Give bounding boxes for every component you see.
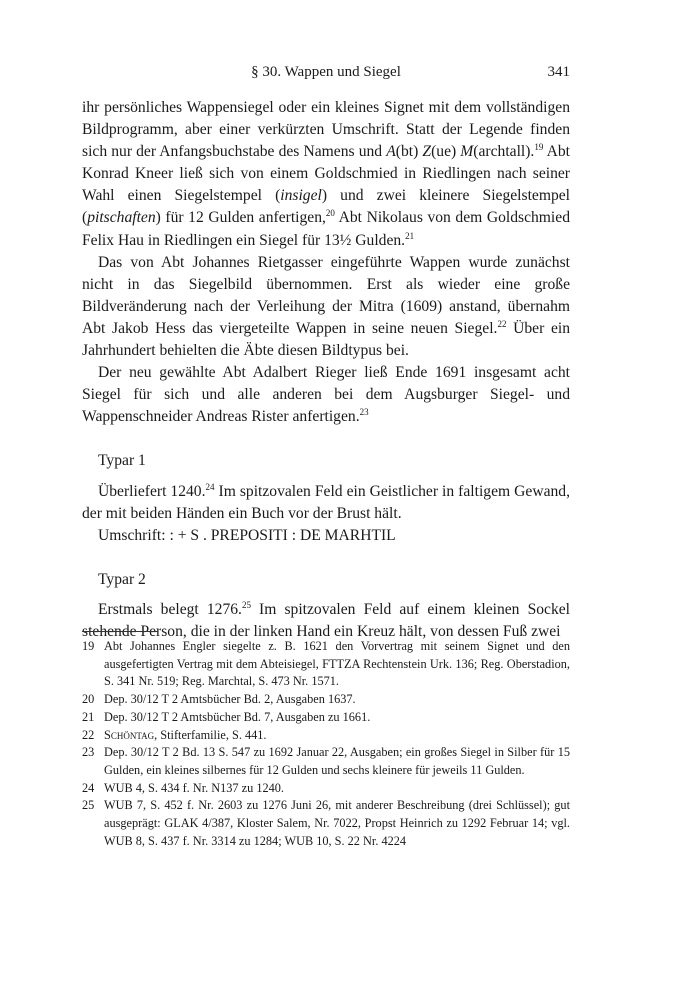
typar-1-inscription: Umschrift: : + S . PREPOSITI : DE MARHTIL [98,526,396,544]
footnote-number: 20 [82,692,95,707]
text-run: Überliefert 1240. [98,482,206,500]
text-run: Das von Abt Johannes Rietgasser eingeführte Wappen wurde zunächst nicht in das Siegelbild übernommen. Erst als wieder eine große Bildveränderung nach der Verleihung der Mitra (1609) anstand, übernahm Abt Jakob Hess das viergeteilte Wappen in seine neuen Siegel. [82,253,570,337]
text-run: Im spitzovalen Feld auf einem kleinen Sockel stehende Person, die in der linken Hand ein Kreuz hält, von dessen Fuß zwei [82,600,571,640]
text-run: Abt Konrad Kneer ließ sich von einem Goldschmied in Riedlingen nach seiner Wahl einen Siegelstempel ( [82,143,570,205]
text-run: Über ein Jahrhundert behielten die Äbte diesen Bildtypus bei. [82,319,570,360]
paragraph-2 [82,252,570,362]
footnote-21 [82,709,570,727]
author-name: Schöntag [104,727,155,742]
footnote-ref-24[interactable]: 24 [205,481,215,492]
footnote-ref-22[interactable]: 22 [497,318,507,329]
text-run: (archtall). [473,143,535,161]
text-run: Abt Nikolaus von dem Goldschmied Felix Hau in Riedlingen ein Siegel für 13½ Gulden. [82,209,570,249]
footnote-23 [82,744,570,779]
abbrev-m: M [460,143,474,161]
footnote-text: WUB 4, S. 434 f. Nr. N137 zu 1240. [104,780,285,795]
typar-1-heading: Typar 1 [98,452,146,470]
footnote-divider [82,631,158,632]
footnote-25 [82,797,570,850]
footnote-22 [82,727,570,745]
footnotes [82,638,570,850]
footnote-text: Dep. 30/12 T 2 Amtsbücher Bd. 2, Ausgaben 1637. [104,692,356,707]
running-header [82,62,570,82]
text-run: Im spitzovalen Feld ein Geistlicher in faltigem Gewand, der mit beiden Händen ein Buch vor der Brust hält. [82,482,570,522]
body-text [82,97,570,643]
footnote-number: 23 [82,745,95,760]
text-run: (bt) [395,143,423,161]
term-pitschaften: pitschaften [87,209,156,227]
text-run: ihr persönliches Wappensiegel oder ein kleines Signet mit dem vollständigen Bildprogramm, aber einer verkürzten Umschrift. Statt der Legende finden sich nur der Anfangsbuchstabe des Namens und [82,99,570,161]
abbrev-z: Z [422,143,432,161]
footnote-number: 21 [82,709,95,724]
footnote-number: 19 [82,639,95,653]
footnote-ref-25[interactable]: 25 [241,599,251,610]
footnote-text: WUB 7, S. 452 f. Nr. 2603 zu 1276 Juni 26, mit anderer Beschreibung (drei Schlüssel); gut ausgeprägt: GLAK 4/387, Kloster Salem, Nr. 7022, Propst Heinrich zu 1292 Februar 14; vgl. WUB 8, S. 437 f. Nr. 3314 zu 1284; WUB 10, S. 22 Nr. 4224 [104,798,570,848]
paragraph-1 [82,97,570,252]
footnote-text: , Stifterfamilie, S. 441. [154,727,267,742]
footnote-text: Dep. 30/12 T 2 Bd. 13 S. 547 zu 1692 Januar 22, Ausgaben; ein großes Siegel in Silber für 15 Gulden, ein kleines silbernes für 12 Gulden und sechs kleinere für jeweils 11 Gulden. [104,745,570,777]
page-number: 341 [547,64,570,80]
footnote-ref-20[interactable]: 20 [325,208,335,219]
paragraph-3 [82,362,570,428]
typar-2-description [82,599,570,643]
section-title: § 30. Wappen und Siegel [251,64,401,80]
footnote-ref-19[interactable]: 19 [534,142,544,153]
text-run: Erstmals belegt 1276. [98,600,242,618]
typar-1-description [82,481,570,525]
footnote-ref-23[interactable]: 23 [359,407,369,418]
footnote-ref-21[interactable]: 21 [405,230,415,241]
footnote-20 [82,691,570,709]
footnote-24 [82,780,570,798]
text-run: ) für 12 Gulden anfertigen, [155,209,326,227]
footnote-text: Dep. 30/12 T 2 Amtsbücher Bd. 7, Ausgaben zu 1661. [104,709,371,724]
typar-2-heading: Typar 2 [98,570,146,588]
footnote-number: 24 [82,780,95,795]
footnote-number: 22 [82,727,95,742]
text-run: (ue) [431,143,461,161]
term-insigel: insigel [280,187,322,205]
footnote-number: 25 [82,798,95,813]
text-run: Der neu gewählte Abt Adalbert Rieger ließ Ende 1691 insgesamt acht Siegel für sich und alle anderen bei dem Augsburger Siegel- und Wappenschneider Andreas Rister anfertigen. [82,364,570,426]
footnote-19 [82,638,570,691]
abbrev-a: A [386,143,396,161]
footnote-text: Abt Johannes Engler siegelte z. B. 1621 den Vorvertrag mit seinem Signet und den ausgefertigten Vertrag mit dem Abteisiegel, FTTZA Rechtenstein Urk. 136; Reg. Oberstadion, S. 341 Nr. 519; Reg. Marchtal, S. 473 Nr. 1571. [104,639,570,689]
text-run: ) und zwei kleinere Siegelstempel ( [82,187,571,227]
